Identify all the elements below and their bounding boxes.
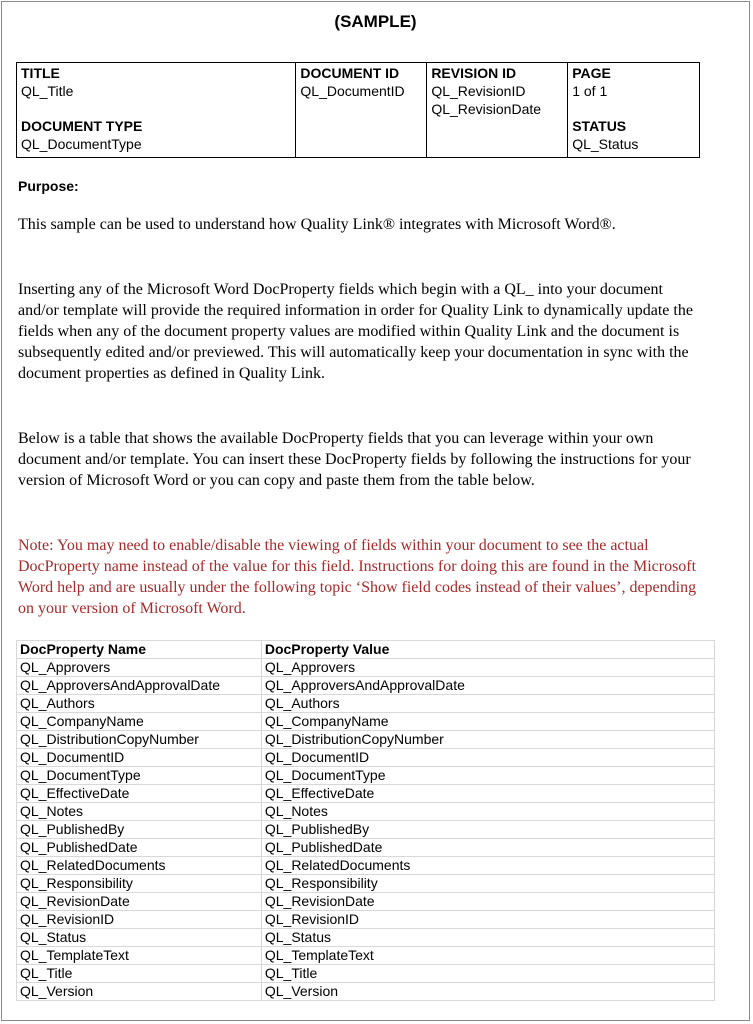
table-row	[17, 929, 715, 947]
table-row	[17, 785, 715, 803]
docproperty-value-cell: QL_ApproversAndApprovalDate	[261, 677, 714, 695]
document-id-value: QL_DocumentID	[300, 83, 405, 99]
table-row	[17, 803, 715, 821]
docproperty-value-cell: QL_PublishedDate	[261, 839, 714, 857]
document-type-value: QL_DocumentType	[21, 136, 142, 152]
docproperty-value-cell: QL_RelatedDocuments	[261, 857, 714, 875]
column-header-name: DocProperty Name	[17, 641, 262, 659]
table-row	[17, 965, 715, 983]
docproperty-name-cell: QL_Status	[17, 929, 262, 947]
docproperty-table	[16, 640, 715, 1001]
revision-id-label: REVISION ID	[431, 65, 517, 81]
revision-id-value: QL_RevisionID	[431, 83, 526, 99]
document-type-label: DOCUMENT TYPE	[21, 118, 143, 134]
table-row	[17, 731, 715, 749]
page-status-cell	[568, 63, 700, 158]
table-row	[17, 767, 715, 785]
table-row	[17, 713, 715, 731]
docproperty-name-cell: QL_Authors	[17, 695, 262, 713]
table-row	[17, 893, 715, 911]
docproperty-value-cell: QL_DocumentID	[261, 749, 714, 767]
docproperty-name-cell: QL_CompanyName	[17, 713, 262, 731]
purpose-heading: Purpose:	[18, 178, 79, 194]
document-title: (SAMPLE)	[334, 12, 417, 31]
title-cell	[17, 63, 296, 158]
docproperty-value-cell: QL_Responsibility	[261, 875, 714, 893]
docproperty-name-cell: QL_RelatedDocuments	[17, 857, 262, 875]
docproperty-value-cell: QL_PublishedBy	[261, 821, 714, 839]
document-id-cell	[296, 63, 427, 158]
docproperty-name-cell: QL_Responsibility	[17, 875, 262, 893]
table-row	[17, 875, 715, 893]
docproperty-value-cell: QL_DistributionCopyNumber	[261, 731, 714, 749]
table-row	[17, 749, 715, 767]
table-row	[17, 857, 715, 875]
page-label: PAGE	[572, 65, 611, 81]
docproperty-name-cell: QL_Title	[17, 965, 262, 983]
docproperty-name-cell: QL_PublishedBy	[17, 821, 262, 839]
page-value: 1 of 1	[572, 83, 608, 99]
docproperty-name-cell: QL_ApproversAndApprovalDate	[17, 677, 262, 695]
status-value: QL_Status	[572, 136, 639, 152]
table-row	[17, 821, 715, 839]
docproperty-value-cell: QL_Approvers	[261, 659, 714, 677]
table-row	[17, 911, 715, 929]
docproperty-value-cell: QL_CompanyName	[261, 713, 714, 731]
column-header-value: DocProperty Value	[261, 641, 714, 659]
docproperty-name-cell: QL_TemplateText	[17, 947, 262, 965]
docproperty-value-cell: QL_Authors	[261, 695, 714, 713]
table-header-row	[17, 641, 715, 659]
docproperty-name-cell: QL_DocumentType	[17, 767, 262, 785]
table-row	[17, 677, 715, 695]
docproperty-value-cell: QL_EffectiveDate	[261, 785, 714, 803]
docproperty-name-cell: QL_RevisionDate	[17, 893, 262, 911]
docproperty-name-cell: QL_DocumentID	[17, 749, 262, 767]
title-value: QL_Title	[21, 83, 74, 99]
docproperty-value-cell: QL_Status	[261, 929, 714, 947]
intro-paragraph: This sample can be used to understand how Quality Link® integrates with Microsoft Word®.	[18, 216, 616, 233]
docproperty-value-cell: QL_Title	[261, 965, 714, 983]
document-header-table	[16, 62, 700, 158]
docproperty-name-cell: QL_Notes	[17, 803, 262, 821]
status-label: STATUS	[572, 118, 627, 134]
docproperty-value-cell: QL_RevisionID	[261, 911, 714, 929]
docproperty-value-cell: QL_TemplateText	[261, 947, 714, 965]
document-id-label: DOCUMENT ID	[300, 65, 400, 81]
inserting-paragraph: Inserting any of the Microsoft Word DocProperty fields which begin with a QL_ into your document and/or template will provide the required information in order for Quality Link to dynamically update the fields when any of the document property values are modified within Quality Link and the document is subsequently edited and/or previewed. This will automatically keep your documentation in sync with the document properties as defined in Quality Link.	[18, 281, 693, 382]
table-row	[17, 695, 715, 713]
docproperty-value-cell: QL_RevisionDate	[261, 893, 714, 911]
table-row	[17, 983, 715, 1001]
docproperty-name-cell: QL_EffectiveDate	[17, 785, 262, 803]
table-row	[17, 947, 715, 965]
title-label: TITLE	[21, 65, 60, 81]
docproperty-value-cell: QL_Notes	[261, 803, 714, 821]
revision-id-cell	[427, 63, 568, 158]
docproperty-name-cell: QL_Version	[17, 983, 262, 1001]
note-paragraph: Note: You may need to enable/disable the viewing of fields within your document to see the actual DocProperty name instead of the value for this field. Instructions for doing this are found in the Microsoft Word help and are usually under the following topic ‘Show field codes instead of their values’, depending on your version of Microsoft Word.	[18, 537, 697, 617]
docproperty-name-cell: QL_PublishedDate	[17, 839, 262, 857]
table-intro-paragraph: Below is a table that shows the available DocProperty fields that you can leverage within your own document and/or template. You can insert these DocProperty fields by following the instructions for your version of Microsoft Word or you can copy and paste them from the table below.	[18, 430, 691, 489]
docproperty-value-cell: QL_Version	[261, 983, 714, 1001]
docproperty-name-cell: QL_DistributionCopyNumber	[17, 731, 262, 749]
docproperty-name-cell: QL_RevisionID	[17, 911, 262, 929]
table-row	[17, 659, 715, 677]
table-row	[17, 839, 715, 857]
docproperty-name-cell: QL_Approvers	[17, 659, 262, 677]
revision-date-value: QL_RevisionDate	[431, 101, 542, 117]
docproperty-value-cell: QL_DocumentType	[261, 767, 714, 785]
